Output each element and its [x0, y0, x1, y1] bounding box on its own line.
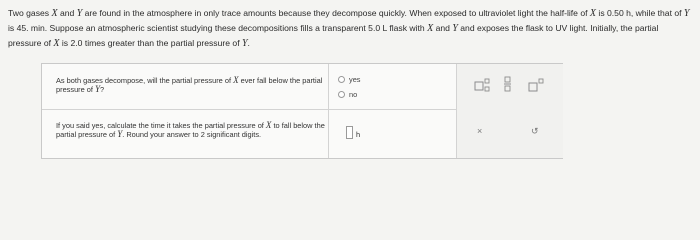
- yes-radio[interactable]: [338, 76, 345, 83]
- superscript-subscript-icon[interactable]: [474, 78, 494, 97]
- question-2-text: If you said yes, calculate the time it takes the partial pressure of X to fall below the partial pressure of Y. Round your answer to 2 significant digits.: [56, 120, 325, 139]
- fraction-icon[interactable]: [528, 78, 546, 97]
- question-table: [41, 63, 563, 159]
- option-yes[interactable]: [338, 75, 361, 84]
- close-icon[interactable]: ×: [477, 126, 483, 136]
- no-radio[interactable]: [338, 91, 345, 98]
- problem-statement: Two gases X and Y are found in the atmosphere in only trace amounts because they decompose quickly. When exposed to ultraviolet light the half-life of X is 0.50 h, while that of Y is 45. min. Suppose an atmospheric scientist studying these decompositions fills a transparent 5.0 L flask with X and Y and exposes the flask to UV light. Initially, the partial pressure of X is 2.0 times greater than the partial pressure of Y.: [8, 8, 690, 49]
- answer-unit: h: [356, 130, 361, 139]
- undo-icon[interactable]: ↺: [531, 126, 539, 136]
- math-toolbar: [456, 64, 563, 158]
- question-1-text: As both gases decompose, will the partial pressure of X ever fall below the partial pressure of Y?: [56, 75, 323, 94]
- option-no[interactable]: [338, 90, 357, 99]
- answer-input[interactable]: [346, 126, 353, 139]
- column-divider: [328, 64, 329, 109]
- yes-label: yes: [349, 75, 361, 84]
- column-divider: [328, 110, 329, 158]
- answer-field: [346, 126, 360, 139]
- multiply-icon[interactable]: [502, 76, 520, 97]
- no-label: no: [349, 90, 358, 99]
